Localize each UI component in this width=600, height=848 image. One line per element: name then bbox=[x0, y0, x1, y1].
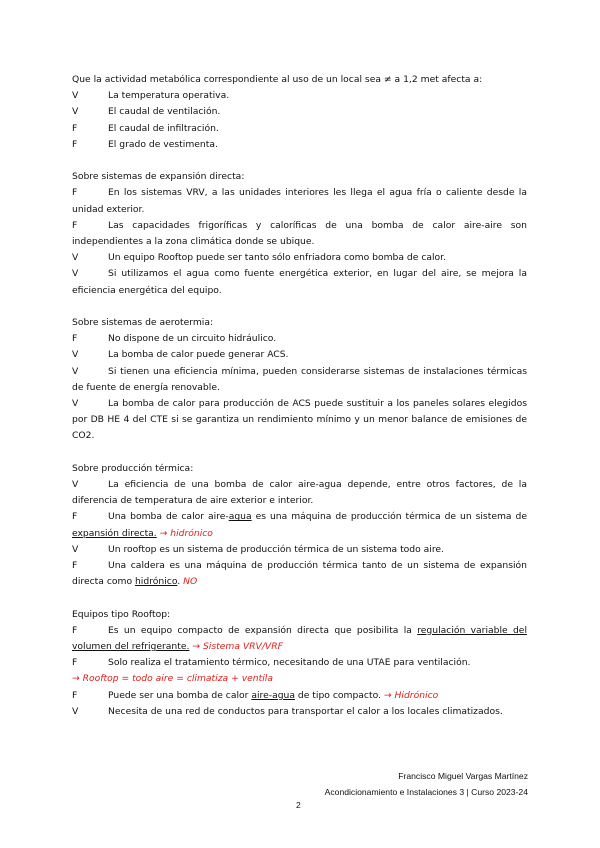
answer-mark: F bbox=[72, 689, 78, 701]
footer-course: Acondicionamiento e Instalaciones 3 | Curso 2023-24 bbox=[324, 787, 528, 797]
section-5-heading: Equipos tipo Rooftop: bbox=[72, 608, 171, 620]
answer-mark: F bbox=[72, 560, 78, 572]
list-item: F Es un equipo compacto de expansión directa que posibilita la regulación variable del volumen del refrigerante. → Sistema VRV/VRF bbox=[72, 624, 527, 653]
page-number: 2 bbox=[296, 800, 301, 810]
item-text: El grado de vestimenta. bbox=[108, 138, 218, 150]
underlined-term: hidrónico bbox=[134, 576, 178, 588]
answer-mark: V bbox=[72, 705, 79, 717]
list-item: F Una caldera es una máquina de producción térmica tanto de un sistema de expansión directa como hidrónico. NO bbox=[72, 560, 527, 588]
answer-mark: F bbox=[72, 187, 78, 199]
answer-mark: V bbox=[72, 543, 79, 555]
list-item bbox=[72, 542, 527, 558]
correction-note: → Sistema VRV/VRF bbox=[189, 641, 283, 653]
correction-note: NO bbox=[180, 576, 198, 588]
underlined-term: expansión directa. bbox=[72, 527, 157, 539]
answer-mark: F bbox=[72, 657, 78, 669]
list-item bbox=[72, 364, 527, 396]
list-item bbox=[72, 185, 527, 217]
answer-mark: V bbox=[72, 349, 79, 361]
answer-mark: F bbox=[72, 333, 78, 345]
answer-mark: V bbox=[72, 252, 79, 264]
item-text: Las capacidades frigoríficas y caloríficas de una bomba de calor aire-aire son independientes a la zona climática donde se ubique. bbox=[72, 219, 527, 248]
section-2-heading: Sobre sistemas de expansión directa: bbox=[72, 171, 245, 183]
answer-mark: V bbox=[72, 268, 79, 280]
item-text: La bomba de calor para producción de ACS puede sustituir a los paneles solares elegidos por DB HE 4 del CTE si se garantiza un rendimiento mínimo y un menor balance de emisiones de CO2. bbox=[72, 398, 527, 442]
list-item bbox=[72, 266, 527, 298]
item-text: El caudal de infiltración. bbox=[108, 122, 219, 134]
item-text: Si utilizamos el agua como fuente energética exterior, en lugar del aire, se mejora la eficiencia energética del equipo. bbox=[72, 268, 527, 296]
underlined-term: agua bbox=[228, 511, 252, 523]
list-item bbox=[72, 704, 527, 720]
list-item bbox=[72, 121, 527, 137]
section-3-heading: Sobre sistemas de aerotermia: bbox=[72, 317, 214, 329]
list-item bbox=[72, 137, 527, 153]
underlined-term: regulación variable del volumen del refrigerante. bbox=[72, 624, 527, 653]
answer-mark: V bbox=[72, 90, 79, 102]
answer-mark: F bbox=[72, 511, 78, 523]
answer-mark: F bbox=[72, 138, 78, 150]
list-item bbox=[72, 104, 527, 120]
correction-note: → hidrónico bbox=[156, 527, 213, 539]
item-text: Un equipo Rooftop puede ser tanto sólo enfriadora como bomba de calor. bbox=[108, 252, 447, 264]
list-item bbox=[72, 396, 527, 445]
footer-author: Francisco Miguel Vargas Martínez bbox=[398, 771, 528, 781]
document-body bbox=[72, 72, 527, 720]
correction-note: → Rooftop = todo aire = climatiza + ventila bbox=[72, 673, 273, 685]
correction-note: → Hidrónico bbox=[380, 689, 439, 701]
list-item bbox=[72, 250, 527, 266]
list-item: F Puede ser una bomba de calor aire-agua de tipo compacto. → Hidrónico bbox=[72, 688, 527, 704]
list-item bbox=[72, 655, 527, 671]
list-item bbox=[72, 331, 527, 347]
item-text: No dispone de un circuito hidráulico. bbox=[108, 333, 277, 345]
item-text: La bomba de calor puede generar ACS. bbox=[108, 349, 289, 361]
item-text: Solo realiza el tratamiento térmico, necesitando de una UTAE para ventilación. bbox=[108, 657, 471, 669]
section-1-heading: Que la actividad metabólica correspondiente al uso de un local sea ≠ a 1,2 met afecta a: bbox=[72, 74, 483, 85]
item-text: Si tienen una eficiencia mínima, pueden considerarse sistemas de instalaciones térmicas de fuente de energía renovable. bbox=[72, 365, 527, 393]
item-text: Necesita de una red de conductos para transportar el calor a los locales climatizados. bbox=[108, 705, 503, 717]
answer-mark: F bbox=[72, 122, 78, 134]
answer-mark: V bbox=[72, 365, 79, 377]
page-footer bbox=[325, 768, 528, 800]
list-item bbox=[72, 477, 527, 509]
list-item: F Una bomba de calor aire-agua es una máquina de producción térmica de un sistema de expansión directa. → hidrónico bbox=[72, 511, 527, 539]
item-text: El caudal de ventilación. bbox=[108, 106, 221, 118]
item-text: En los sistemas VRV, a las unidades interiores les llega el agua fría o caliente desde la unidad exterior. bbox=[72, 187, 527, 215]
list-item bbox=[72, 88, 527, 104]
answer-mark: F bbox=[72, 219, 78, 231]
section-4-heading: Sobre producción térmica: bbox=[72, 462, 194, 474]
list-item bbox=[72, 218, 527, 250]
item-text: La eficiencia de una bomba de calor aire-agua depende, entre otros factores, de la diferencia de temperatura de aire exterior e interior. bbox=[72, 479, 527, 507]
underlined-term: aire-agua bbox=[251, 689, 295, 701]
answer-mark: V bbox=[72, 479, 79, 491]
list-item bbox=[72, 347, 527, 363]
answer-mark: V bbox=[72, 106, 79, 118]
answer-mark: F bbox=[72, 624, 78, 636]
item-text: La temperatura operativa. bbox=[108, 90, 230, 102]
answer-mark: V bbox=[72, 398, 79, 410]
item-text: Un rooftop es un sistema de producción térmica de un sistema todo aire. bbox=[108, 543, 445, 555]
